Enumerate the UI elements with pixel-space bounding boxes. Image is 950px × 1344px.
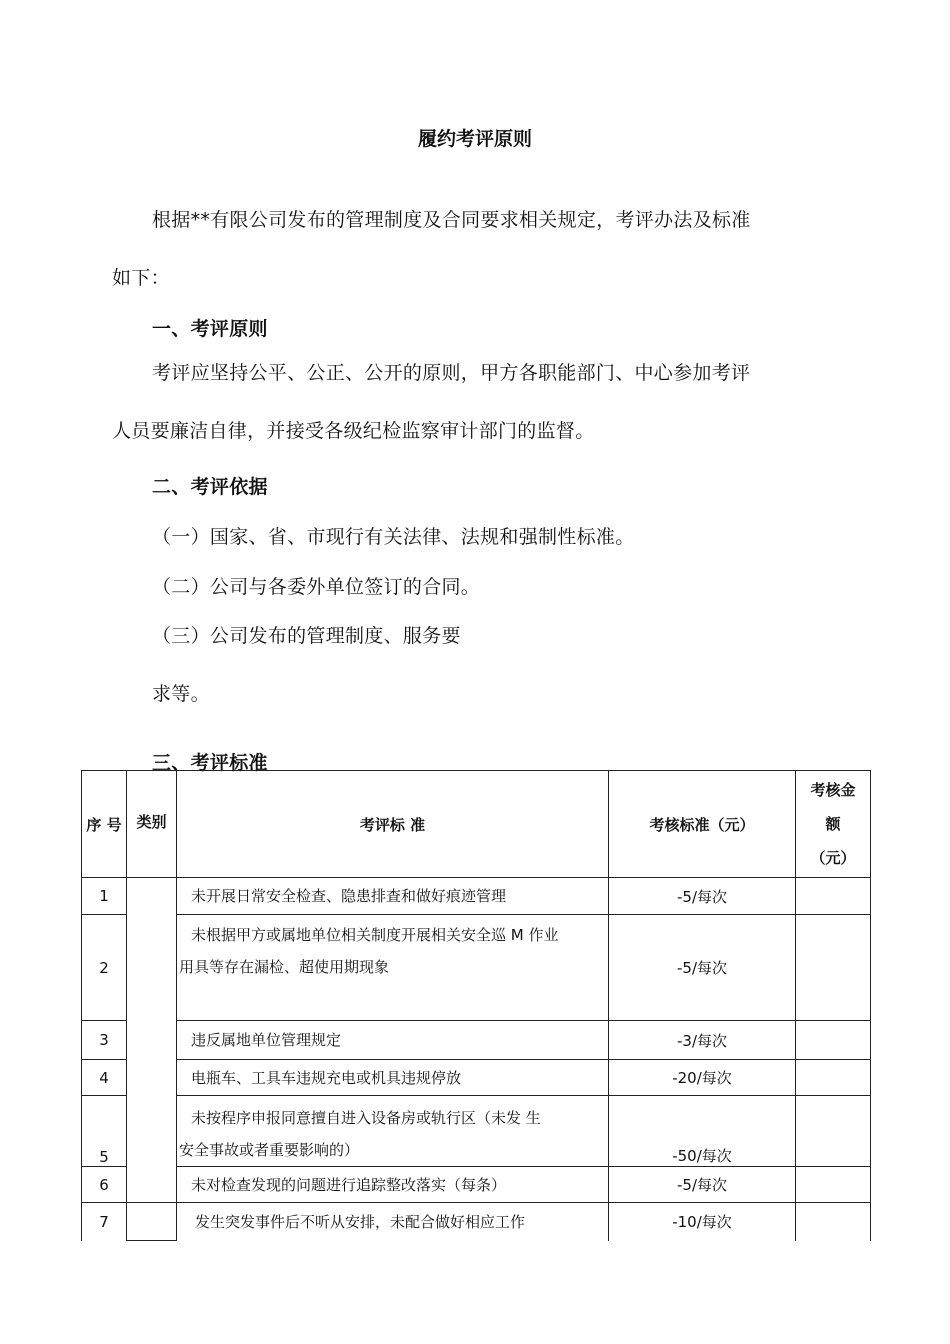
row-no: 2 <box>82 915 127 1021</box>
header-standard: 考核标准（元） <box>609 771 796 878</box>
table-row <box>82 1203 871 1241</box>
row-amount <box>796 915 871 1021</box>
section-1-line-2: 人员要廉洁自律，并接受各级纪检监察审计部门的监督。 <box>112 420 595 442</box>
row-amount <box>796 1203 871 1241</box>
row-standard: -10/每次 <box>609 1203 796 1241</box>
table-row <box>82 1060 871 1096</box>
category-cell <box>127 878 177 1203</box>
row-no: 1 <box>82 878 127 915</box>
section-2-item-2: （二）公司与各委外单位签订的合同。 <box>152 576 481 598</box>
row-no: 5 <box>82 1096 127 1167</box>
row-criteria-l1: 未根据甲方或属地单位相关制度开展相关安全巡 M 作业 <box>191 926 559 944</box>
table-row <box>82 1167 871 1203</box>
table-row <box>82 878 871 915</box>
row-amount <box>796 1167 871 1203</box>
section-2-item-3: （三）公司发布的管理制度、服务要 <box>152 625 461 647</box>
table-row <box>82 1021 871 1060</box>
row-no: 7 <box>82 1203 127 1241</box>
row-standard: -5/每次 <box>609 878 796 915</box>
standards-table <box>81 770 871 1241</box>
row-criteria: 未对检查发现的问题进行追踪整改落实（每条） <box>177 1167 609 1203</box>
header-amount-l1: 考核金 <box>810 781 856 799</box>
header-amount-l2: 额 <box>825 815 841 833</box>
section-3-heading: 三、考评标准 <box>152 752 268 774</box>
header-amount <box>796 771 871 878</box>
header-no: 序 号 <box>82 771 127 878</box>
row-criteria: 违反属地单位管理规定 <box>177 1021 609 1060</box>
row-criteria-l2: 安全事故或者重要影响的） <box>179 1141 360 1159</box>
row-criteria: 发生突发事件后不听从安排，未配合做好相应工作 <box>177 1203 609 1241</box>
row-amount <box>796 1096 871 1167</box>
intro-line-1: 根据**有限公司发布的管理制度及合同要求相关规定，考评办法及标准 <box>152 209 751 231</box>
section-1-line-1: 考评应坚持公平、公正、公开的原则，甲方各职能部门、中心参加考评 <box>152 362 751 384</box>
row-criteria: 未开展日常安全检查、隐患排查和做好痕迹管理 <box>177 878 609 915</box>
row-criteria <box>177 915 609 1021</box>
row-no: 6 <box>82 1167 127 1203</box>
table-row <box>82 915 871 1021</box>
table-header-row <box>82 771 871 878</box>
row-no: 4 <box>82 1060 127 1096</box>
section-1-heading: 一、考评原则 <box>152 318 268 340</box>
row-amount <box>796 878 871 915</box>
section-2-item-3-cont: 求等。 <box>152 683 210 705</box>
header-amount-l3: （元） <box>810 849 856 867</box>
row-standard: -50/每次 <box>609 1096 796 1167</box>
row-criteria <box>177 1096 609 1167</box>
category-cell-7 <box>127 1203 177 1241</box>
row-amount <box>796 1021 871 1060</box>
row-standard: -5/每次 <box>609 1167 796 1203</box>
table-row <box>82 1096 871 1167</box>
header-criteria: 考评标 准 <box>177 771 609 878</box>
row-no: 3 <box>82 1021 127 1060</box>
row-criteria: 电瓶车、工具车违规充电或机具违规停放 <box>177 1060 609 1096</box>
row-standard: -3/每次 <box>609 1021 796 1060</box>
row-criteria-l2: 用具等存在漏检、超使用期现象 <box>179 958 390 976</box>
intro-line-2: 如下： <box>112 267 170 289</box>
row-standard: -20/每次 <box>609 1060 796 1096</box>
document-title: 履约考评原则 <box>417 128 532 150</box>
header-category: 类别 <box>127 771 177 878</box>
row-standard: -5/每次 <box>609 915 796 1021</box>
row-amount <box>796 1060 871 1096</box>
section-2-item-1: （一）国家、省、市现行有关法律、法规和强制性标准。 <box>152 526 635 548</box>
row-criteria-l1: 未按程序申报同意擅自进入设备房或轨行区（未发 生 <box>191 1109 541 1127</box>
section-2-heading: 二、考评依据 <box>152 476 268 498</box>
